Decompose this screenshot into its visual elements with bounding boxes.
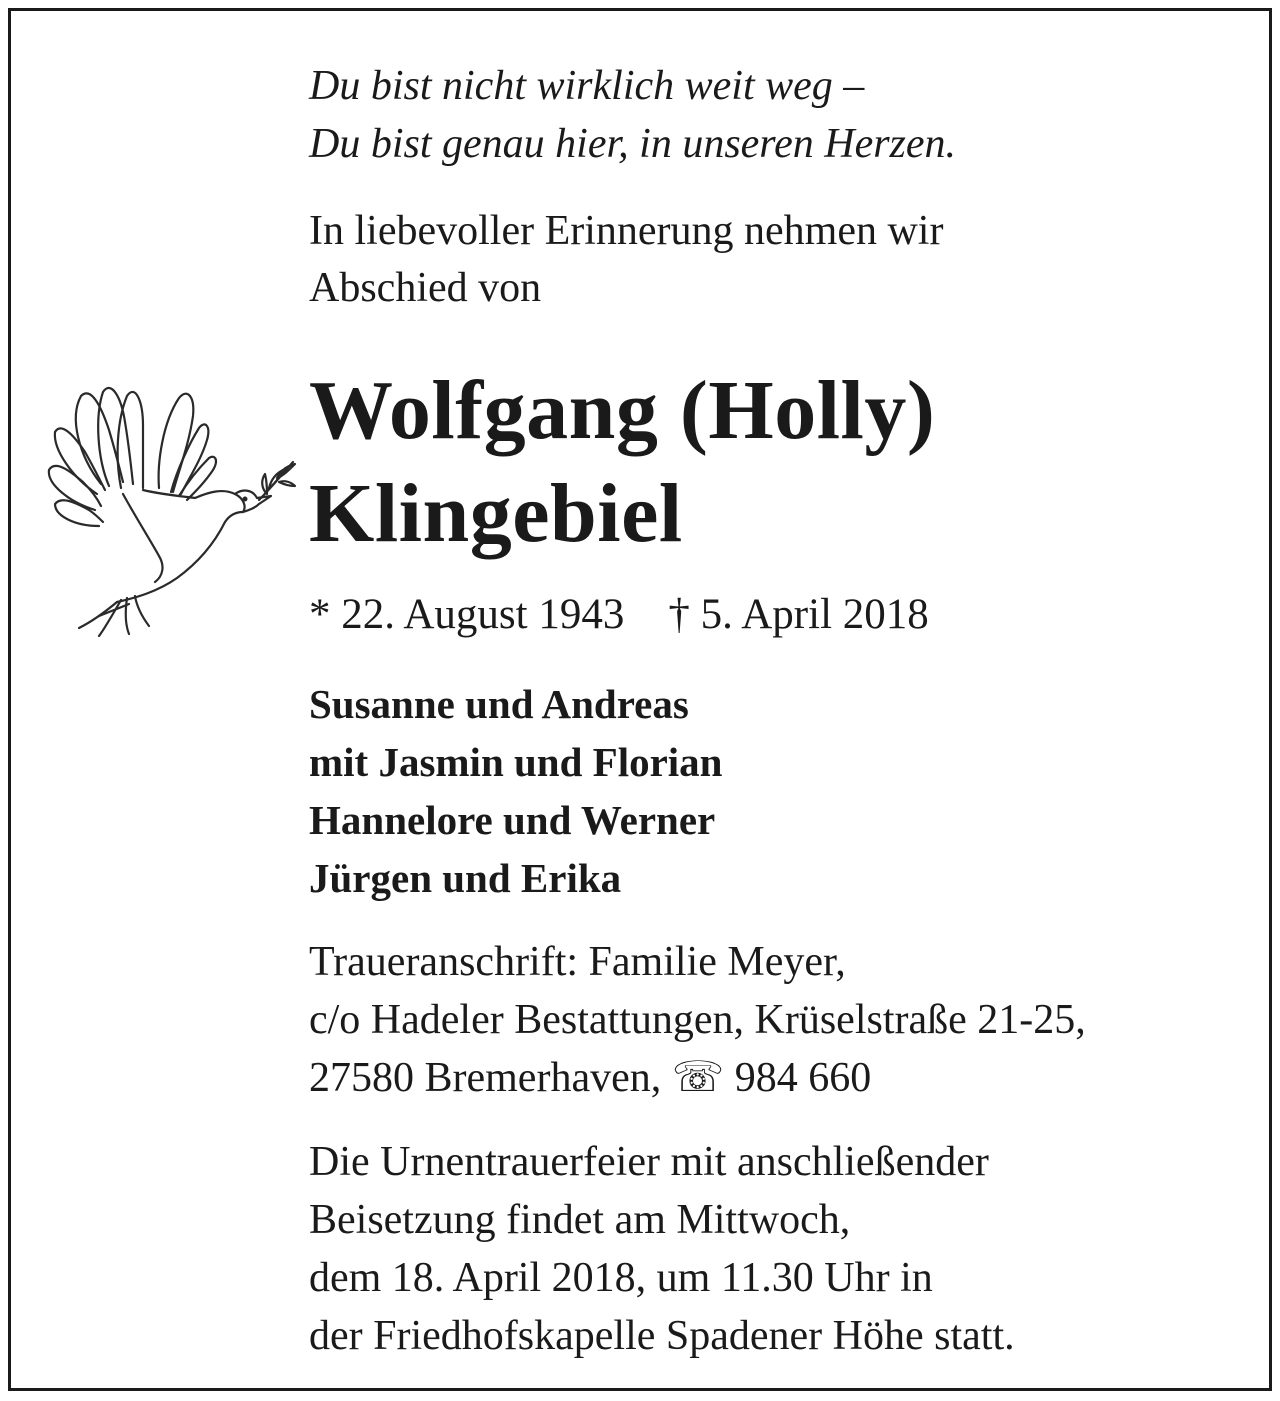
life-dates	[309, 587, 929, 643]
intro-line: In liebevoller Erinnerung nehmen wir	[309, 208, 944, 254]
ceremony-line: Die Urnentrauerfeier mit anschließender	[309, 1139, 989, 1185]
address-line: c/o Hadeler Bestattungen, Krüselstraße 21-25,	[309, 997, 1086, 1043]
mourning-address	[309, 933, 1086, 1107]
address-line: Traueranschrift: Familie Meyer,	[309, 939, 846, 985]
mourner-line: Hannelore und Werner	[309, 797, 716, 843]
mourner-line: mit Jasmin und Florian	[309, 739, 723, 785]
motto	[309, 57, 956, 173]
address-city: 27580 Bremerhaven,	[309, 1055, 662, 1101]
phone-number: 984 660	[734, 1055, 872, 1101]
ceremony-info	[309, 1133, 1015, 1365]
telephone-icon: ☏	[671, 1055, 725, 1101]
dove-icon	[39, 366, 301, 638]
ceremony-line: Beisetzung findet am Mittwoch,	[309, 1197, 851, 1243]
ceremony-line: der Friedhofskapelle Spadener Höhe statt.	[309, 1313, 1015, 1359]
mourners-list	[309, 675, 722, 907]
mourner-line: Jürgen und Erika	[309, 855, 622, 901]
deceased-first-name: Wolfgang (Holly)	[309, 364, 936, 457]
birth-date: * 22. August 1943	[309, 591, 625, 638]
intro-text	[309, 203, 943, 317]
death-date: † 5. April 2018	[668, 591, 929, 638]
address-line	[309, 1049, 1086, 1107]
motto-line: Du bist nicht wirklich weit weg –	[309, 63, 865, 109]
obituary-notice	[8, 8, 1272, 1391]
deceased-last-name: Klingebiel	[309, 467, 683, 560]
ceremony-line: dem 18. April 2018, um 11.30 Uhr in	[309, 1255, 933, 1301]
mourner-line: Susanne und Andreas	[309, 681, 689, 727]
deceased-name	[309, 359, 935, 565]
motto-line: Du bist genau hier, in unseren Herzen.	[309, 121, 957, 167]
intro-line: Abschied von	[309, 265, 542, 311]
